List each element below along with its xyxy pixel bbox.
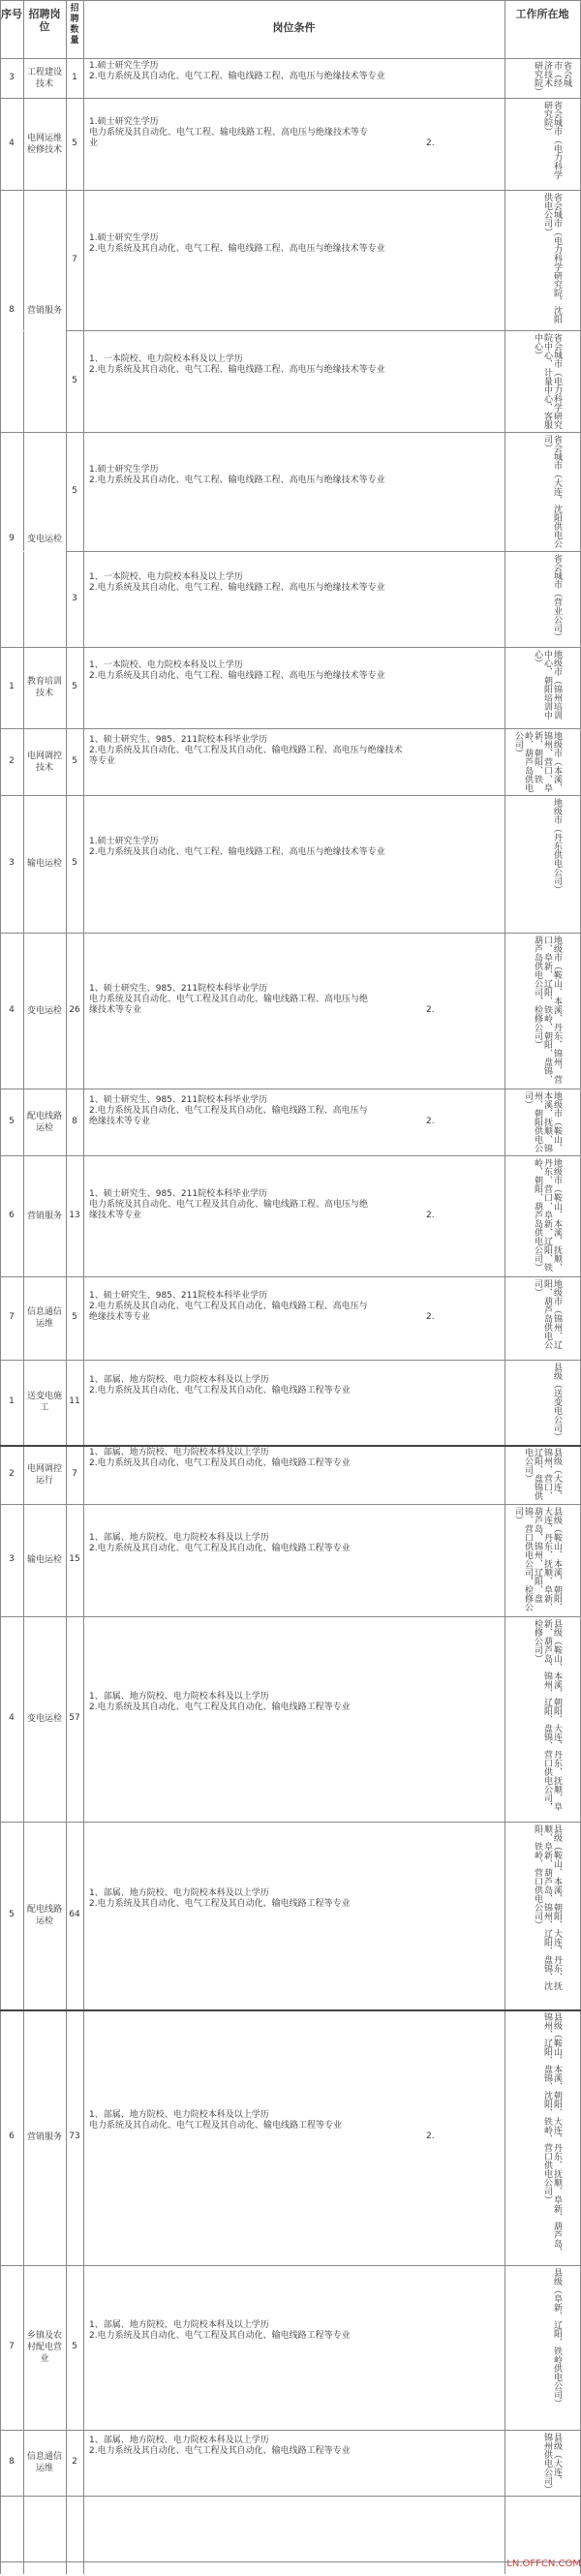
row-number: 4 — [9, 1713, 15, 1723]
row-number: 6 — [9, 1210, 15, 1220]
position-name: 营销服务 — [26, 306, 62, 316]
grid-row-line — [0, 2430, 581, 2431]
condition-mark: 2. — [426, 138, 435, 148]
job-conditions: 1、部属、地方院校、电力院校本科及以上学历 2.电力系统及其自动化、电气工程及其自动化、输电线路工程等专业 — [89, 2436, 351, 2456]
work-location: 省会城市（电力科学研究院） — [542, 101, 562, 179]
hire-count: 5 — [72, 138, 77, 148]
hire-count: 13 — [69, 1210, 80, 1220]
job-conditions: 1、硕士研究生、985、211院校本科毕业学历 2.电力系统及其自动化、电气工程及其自动化、输电线路工程、高电压与绝缘技术等专业 — [89, 1291, 368, 1322]
header-no: 序号 — [1, 8, 22, 20]
position-name: 教育培训技术 — [26, 677, 62, 698]
job-conditions: 1、硕士研究生、985、211院校本科毕业学历 2.电力系统及其自动化、电气工程及其自动化、输电线路工程、高电压与绝缘技术等专业 — [89, 1094, 368, 1126]
work-location: 地级市（锦州、辽阳、葫芦岛供电公司） — [533, 1279, 562, 1349]
grid-column-line — [83, 0, 84, 2574]
grid-row-line — [0, 728, 581, 729]
position-name: 乡镇及农村配电营业 — [26, 2331, 62, 2364]
grid-row-line — [0, 1822, 581, 1823]
condition-mark: 2. — [426, 2131, 435, 2141]
job-conditions: 1.硕士研究生学历 2.电力系统及其自动化、电气工程、输电线路工程、高电压与绝缘技术等专业 — [89, 232, 385, 254]
job-conditions: 1、部属、地方院校、电力院校本科及以上学历 2.电力系统及其自动化、电气工程及其自动化、输电线路工程等专业 — [89, 1375, 351, 1395]
grid-column-line — [0, 0, 1, 2574]
work-location: 地级市（丹东供电公司） — [552, 798, 562, 894]
job-conditions: 1、硕士研究生、985、211院校本科毕业学历 2.电力系统及其自动化、电气工程及其自动化、输电线路工程、高电压与绝缘技术等专业 — [89, 734, 403, 766]
job-conditions: 1、硕士研究生、985、211院校本科毕业学历 电力系统及其自动化、电气工程及其自动化、输电线路工程、高电压与绝缘技术等专业 — [89, 1188, 369, 1220]
position-name: 工程建设技术 — [26, 67, 62, 89]
job-conditions: 1、一本院校、电力院校本科及以上学历 2.电力系统及其自动化、电气工程、输电线路工程、高电压与绝缘技术等专业 — [89, 660, 385, 681]
grid-row-line — [0, 1616, 581, 1617]
row-number: 5 — [9, 1116, 15, 1126]
work-location: 县级（鞍山、本溪、朝阳、大连、丹东、抚顺、阜新、葫芦岛、锦州、辽阳、盘锦、沈阳、铁岭、营口供电公司） — [533, 1825, 562, 1990]
grid-row-line — [0, 432, 581, 433]
position-name: 配电线路运检 — [26, 1111, 62, 1133]
job-conditions: 1、部属、地方院校、电力院校本科及以上学历 2.电力系统及其自动化、电气工程及其自动化、输电线路工程等专业 — [89, 1448, 351, 1468]
work-location: 县级（鞍山、本溪、朝阳、大连、丹东、抚顺、阜新、葫芦岛、锦州、辽阳、盘锦、营口供电公司，检修公司） — [533, 1619, 562, 1811]
job-conditions: 1、硕士研究生、985、211院校本科毕业学历 电力系统及其自动化、电气工程及其自动化、输电线路工程、高电压与绝缘技术等专业 — [89, 983, 369, 1015]
hire-count: 5 — [72, 682, 77, 691]
grid-row-line — [0, 98, 581, 99]
hire-count: 3 — [72, 593, 77, 603]
grid-row-line — [0, 1360, 581, 1361]
grid-row-line — [0, 2496, 581, 2497]
row-number: 3 — [9, 1554, 15, 1564]
grid-row-line — [0, 58, 581, 59]
hire-count: 5 — [72, 485, 77, 496]
work-location: 县级（送变电公司） — [552, 1363, 562, 1441]
row-number: 9 — [9, 534, 15, 543]
header-location: 工作所在地 — [515, 8, 569, 20]
position-name: 营销服务 — [26, 1211, 62, 1221]
work-location: 地级市（本溪、锦州、营口、阜新、朝阳、铁岭、葫芦岛供电公司） — [513, 731, 562, 792]
work-location: 县级（大连、锦州供电公司） — [542, 2433, 562, 2494]
hire-count: 11 — [69, 1396, 80, 1406]
work-location: 地级市（鞍山、本溪、抚顺、丹东、营口、阜新、辽阳、铁岭、朝阳、葫芦岛供电公司） — [533, 1158, 562, 1272]
hire-count: 5 — [72, 1312, 77, 1322]
position-name: 电网调控技术 — [26, 751, 62, 773]
header-position: 招聘岗位 — [28, 8, 61, 33]
header-count: 招聘数量 — [70, 4, 79, 46]
position-name: 电网调控运行 — [26, 1463, 62, 1486]
position-name: 配电线路运检 — [26, 1905, 62, 1926]
grid-row-line — [0, 1504, 581, 1505]
position-name: 输电运检 — [26, 1555, 62, 1565]
work-location: 县级（鞍山、本溪、朝阳、大连、丹东、抚顺、阜新、葫芦岛、锦州、辽阳、盘锦、营口供电公司，检修公司） — [513, 1507, 562, 1611]
grid-row-line — [0, 1445, 581, 1447]
hire-count: 5 — [72, 375, 77, 385]
header-conditions: 岗位条件 — [272, 21, 316, 34]
hire-count: 64 — [69, 1910, 80, 1919]
grid-row-line — [0, 2265, 581, 2266]
job-conditions: 1、部属、地方院校、电力院校本科及以上学历 2.电力系统及其自动化、电气工程及其自动化、输电线路工程等专业 — [89, 1888, 351, 1909]
row-number: 4 — [9, 1004, 15, 1015]
row-number: 1 — [9, 682, 15, 691]
job-conditions: 1、部属、地方院校、电力院校本科及以上学历 2.电力系统及其自动化、电气工程及其自动化、输电线路工程等专业 — [89, 2320, 351, 2341]
position-name: 送变电施工 — [26, 1392, 62, 1413]
work-location: 省会城市（经济技术研究院） — [533, 61, 571, 96]
row-number: 6 — [9, 2131, 15, 2141]
job-conditions: 1.硕士研究生学历 2.电力系统及其自动化、电气工程、输电线路工程、高电压与绝缘技术等专业 — [89, 464, 385, 485]
hire-count: 2 — [72, 2457, 77, 2467]
watermark: LN.OFFCN.COM — [506, 2559, 581, 2569]
grid-row-line — [0, 330, 581, 331]
condition-mark: 2. — [426, 1210, 435, 1220]
hire-count: 5 — [72, 2342, 77, 2351]
condition-mark: 2. — [426, 1116, 435, 1126]
grid-row-line — [0, 647, 581, 648]
merge-cover — [24, 551, 65, 552]
position-name: 变电运检 — [26, 535, 62, 544]
row-number: 8 — [9, 305, 15, 315]
job-conditions: 1.硕士研究生学历 电力系统及其自动化、电气工程、输电线路工程、高电压与绝缘技术等专业 — [89, 116, 369, 148]
hire-count: 73 — [69, 2131, 80, 2141]
row-number: 1 — [9, 1396, 15, 1406]
condition-mark: 2. — [426, 1312, 435, 1322]
condition-mark: 2. — [426, 1004, 435, 1015]
row-number: 7 — [9, 1312, 15, 1322]
work-location: 县级（大连、锦州、营口、辽阳、盘锦供电公司） — [523, 1448, 562, 1500]
row-number: 5 — [9, 1910, 15, 1919]
hire-count: 5 — [72, 858, 77, 868]
job-conditions: 1、部属、地方院校、电力院校本科及以上学历 2.电力系统及其自动化、电气工程及其自动化、输电线路工程等专业 — [89, 1533, 351, 1553]
merge-cover — [24, 330, 65, 331]
row-number: 2 — [9, 755, 15, 766]
job-conditions: 1、部属、地方院校、电力院校本科及以上学历 2.电力系统及其自动化、电气工程及其自动化、输电线路工程等专业 — [89, 1692, 351, 1712]
hire-count: 7 — [72, 254, 77, 264]
position-name: 电网运维检修技术 — [26, 133, 62, 155]
grid-row-line — [0, 190, 581, 191]
work-location: 省会城市（电力科学研究院中心、计量中心、客服中心） — [533, 333, 562, 429]
job-conditions: 1、部属、地方院校、电力院校本科及以上学历 电力系统及其自动化、电气工程及其自动化、输电线路工程等专业 — [89, 2110, 343, 2131]
position-name: 信息通信运维 — [26, 2452, 62, 2473]
hire-count: 7 — [72, 1468, 77, 1479]
position-name: 信息通信运维 — [26, 1307, 62, 1329]
row-number: 7 — [9, 2342, 15, 2351]
job-conditions: 1、一本院校、电力院校本科及以上学历 2.电力系统及其自动化、电气工程、输电线路工程、高电压与绝缘技术等专业 — [89, 353, 385, 375]
row-number: 3 — [9, 858, 15, 868]
position-name: 营销服务 — [26, 2132, 62, 2142]
grid-row-line — [0, 2009, 581, 2011]
grid-row-line — [0, 551, 581, 552]
row-number: 3 — [9, 72, 15, 82]
row-number: 8 — [9, 2457, 15, 2467]
grid-row-line — [0, 1276, 581, 1277]
hire-count: 5 — [72, 755, 77, 766]
work-location: 地级市（鞍山、本溪、抚顺、锦州、朝阳供电公司） — [523, 1091, 562, 1152]
work-location: 地级市（鞍山、本溪、丹东、锦州、营口、阜新、辽阳、铁岭、朝阳、盘锦、葫芦岛供电公司，检修公司） — [533, 935, 562, 1084]
work-location: 省会城市（营业公司） — [552, 554, 562, 641]
job-conditions: 1.硕士研究生学历 2.电力系统及其自动化、电气工程、输电线路工程、高电压与绝缘技术等专业 — [89, 61, 385, 81]
hire-count: 26 — [69, 1004, 80, 1015]
position-name: 变电运检 — [26, 1714, 62, 1724]
position-name: 输电运检 — [26, 859, 62, 869]
position-name: 变电运检 — [26, 1005, 62, 1016]
hire-count: 15 — [69, 1554, 80, 1564]
work-location: 地级市（锦州培训中心、朝阳培训中心） — [533, 650, 562, 720]
grid-row-line — [0, 933, 581, 934]
grid-row-line — [0, 1155, 581, 1156]
hire-count: 57 — [69, 1713, 80, 1723]
grid-row-line — [0, 0, 581, 1]
work-location: 省会城市（电力科学研究院、沈阳供电公司） — [542, 193, 562, 323]
row-number: 2 — [9, 1468, 15, 1479]
job-conditions: 1、一本院校、电力院校本科及以上学历 2.电力系统及其自动化、电气工程、输电线路工程、高电压与绝缘技术等专业 — [89, 571, 385, 593]
work-location: 县级（阜新、辽阳、铁岭供电公司） — [552, 2268, 562, 2407]
work-location: 省会城市（大连、沈阳供电公司） — [542, 435, 562, 548]
grid-row-line — [0, 795, 581, 796]
hire-count: 1 — [72, 72, 77, 82]
job-conditions: 1.硕士研究生学历 2.电力系统及其自动化、电气工程、输电线路工程、高电压与绝缘技术等专业 — [89, 837, 385, 857]
hire-count: 8 — [72, 1116, 77, 1126]
row-number: 4 — [9, 138, 15, 148]
work-location: 县级（鞍山、本溪、朝阳、大连、丹东、抚顺、阜新、葫芦岛、锦州、辽阳、盘锦、沈阳、铁岭、营口供电公司） — [542, 2012, 562, 2256]
grid-column-line — [23, 0, 24, 2574]
